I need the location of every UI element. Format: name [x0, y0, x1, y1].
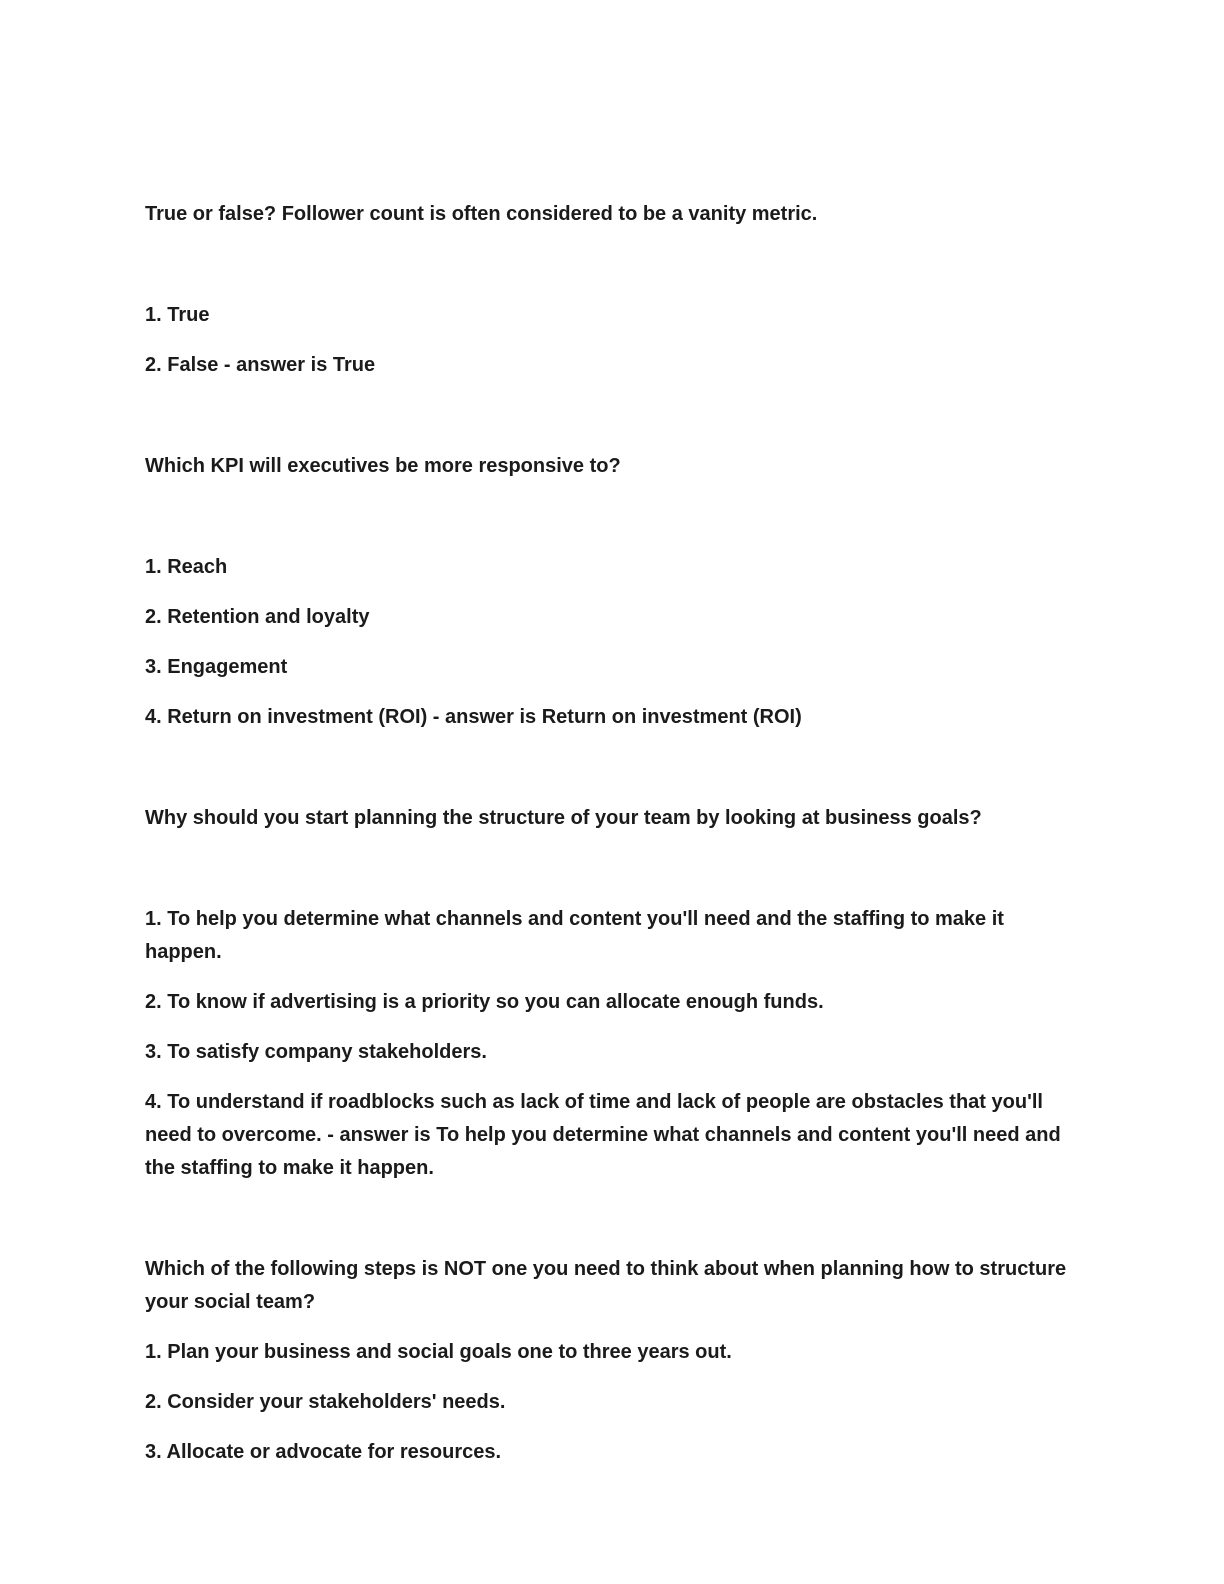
- question-text: Which KPI will executives be more responsive to?: [145, 455, 621, 477]
- question-text: True or false? Follower count is often considered to be a vanity metric.: [145, 203, 818, 225]
- question-text: Which of the following steps is NOT one you need to think about when planning how to structure your social team?: [145, 1258, 1067, 1313]
- question-block: [145, 1253, 1079, 1469]
- answer-options: [145, 551, 1079, 734]
- answer-option: 1. Reach: [145, 556, 228, 578]
- answer-option: 1. Plan your business and social goals one to three years out.: [145, 1341, 732, 1363]
- question-block: [145, 450, 1079, 734]
- question-text: Why should you start planning the structure of your team by looking at business goals?: [145, 807, 982, 829]
- answer-option: 3. Allocate or advocate for resources.: [145, 1441, 502, 1463]
- answer-option: 1. To help you determine what channels and content you'll need and the staffing to make it happen.: [145, 908, 1004, 963]
- answer-option: 2. Retention and loyalty: [145, 606, 370, 628]
- answer-option: 2. False - answer is True: [145, 354, 376, 376]
- question-block: [145, 802, 1079, 1185]
- question-block: [145, 198, 1079, 382]
- answer-option: 3. Engagement: [145, 656, 288, 678]
- answer-option: 2. To know if advertising is a priority so you can allocate enough funds.: [145, 991, 824, 1013]
- answer-option: 2. Consider your stakeholders' needs.: [145, 1391, 506, 1413]
- answer-options: [145, 299, 1079, 382]
- answer-option: 3. To satisfy company stakeholders.: [145, 1041, 487, 1063]
- answer-option: 4. Return on investment (ROI) - answer is Return on investment (ROI): [145, 706, 802, 728]
- answer-option: 4. To understand if roadblocks such as lack of time and lack of people are obstacles that you'll need to overcome. - answer is To help you determine what channels and content you'll need and the staffing to make it happen.: [145, 1091, 1061, 1179]
- answer-option: 1. True: [145, 304, 210, 326]
- answer-options: [145, 903, 1079, 1185]
- answer-options: [145, 1336, 1079, 1469]
